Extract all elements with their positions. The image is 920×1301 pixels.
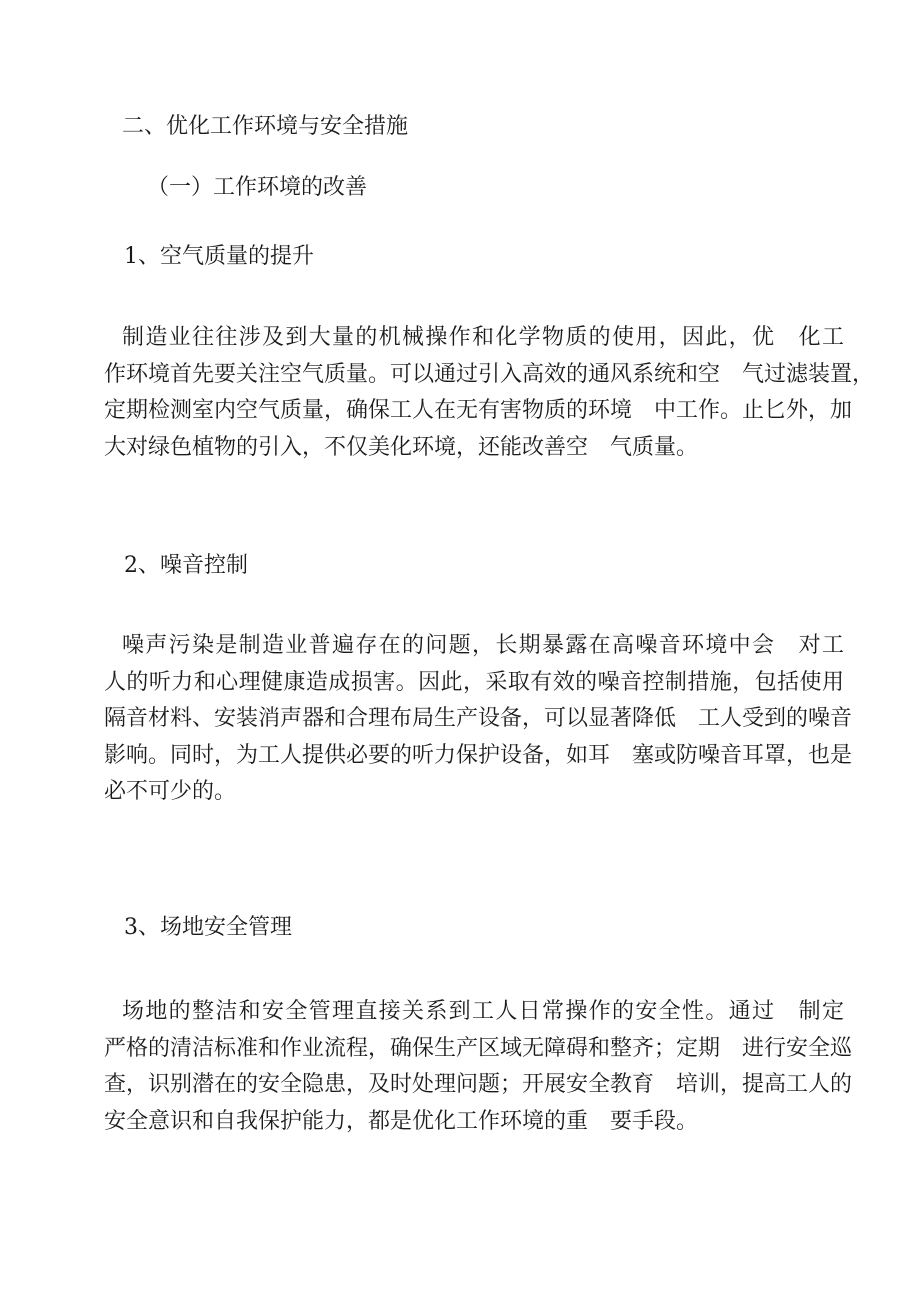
paragraph-noise-control bbox=[104, 628, 853, 811]
paragraph-line: 查，识别潜在的安全隐患，及时处理问题；开展安全教育 培训，提高工人的 bbox=[104, 1072, 853, 1097]
paragraph-line: 严格的清洁标准和作业流程，确保生产区域无障碍和整齐；定期 进行安全巡 bbox=[104, 1035, 853, 1061]
section-title: 二、优化工作环境与安全措施 bbox=[122, 114, 409, 139]
paragraph-site-safety bbox=[104, 994, 853, 1140]
paragraph-line: 制造业往往涉及到大量的机械操作和化学物质的使用，因此，优 化工 bbox=[122, 325, 844, 350]
item-heading-air-quality: 1、空气质量的提升 bbox=[124, 244, 314, 269]
paragraph-line: 噪声污染是制造业普遍存在的问题，长期暴露在高噪音环境中会 对工 bbox=[122, 633, 844, 658]
paragraph-line: 定期检测室内空气质量，确保工人在无有害物质的环境 中工作。止匕外，加 bbox=[104, 398, 853, 423]
paragraph-air-quality bbox=[104, 320, 875, 466]
paragraph-line: 大对绿色植物的引入，不仅美化环境，还能改善空 气质量。 bbox=[104, 434, 699, 460]
paragraph-line: 隔音材料、安装消声器和合理布局生产设备，可以显著降低 工人受到的噪音 bbox=[104, 706, 853, 731]
item-heading-noise-control: 2、噪音控制 bbox=[124, 553, 248, 578]
paragraph-line: 场地的整洁和安全管理直接关系到工人日常操作的安全性。通过 制定 bbox=[122, 999, 844, 1024]
paragraph-line: 安全意识和自我保护能力，都是优化工作环境的重 要手段。 bbox=[104, 1108, 699, 1134]
paragraph-line: 人的听力和心理健康造成损害。因此，采取有效的噪音控制措施，包括使用 bbox=[104, 669, 844, 695]
item-heading-site-safety: 3、场地安全管理 bbox=[124, 915, 292, 940]
subsection-title: （一）工作环境的改善 bbox=[147, 175, 368, 200]
paragraph-line: 必不可少的。 bbox=[104, 779, 237, 804]
paragraph-line: 影响。同时，为工人提供必要的听力保护设备，如耳 塞或防噪音耳罩，也是 bbox=[104, 742, 853, 768]
paragraph-line: 作环境首先要关注空气质量。可以通过引入高效的通风系统和空 气过滤装置， bbox=[104, 361, 875, 387]
